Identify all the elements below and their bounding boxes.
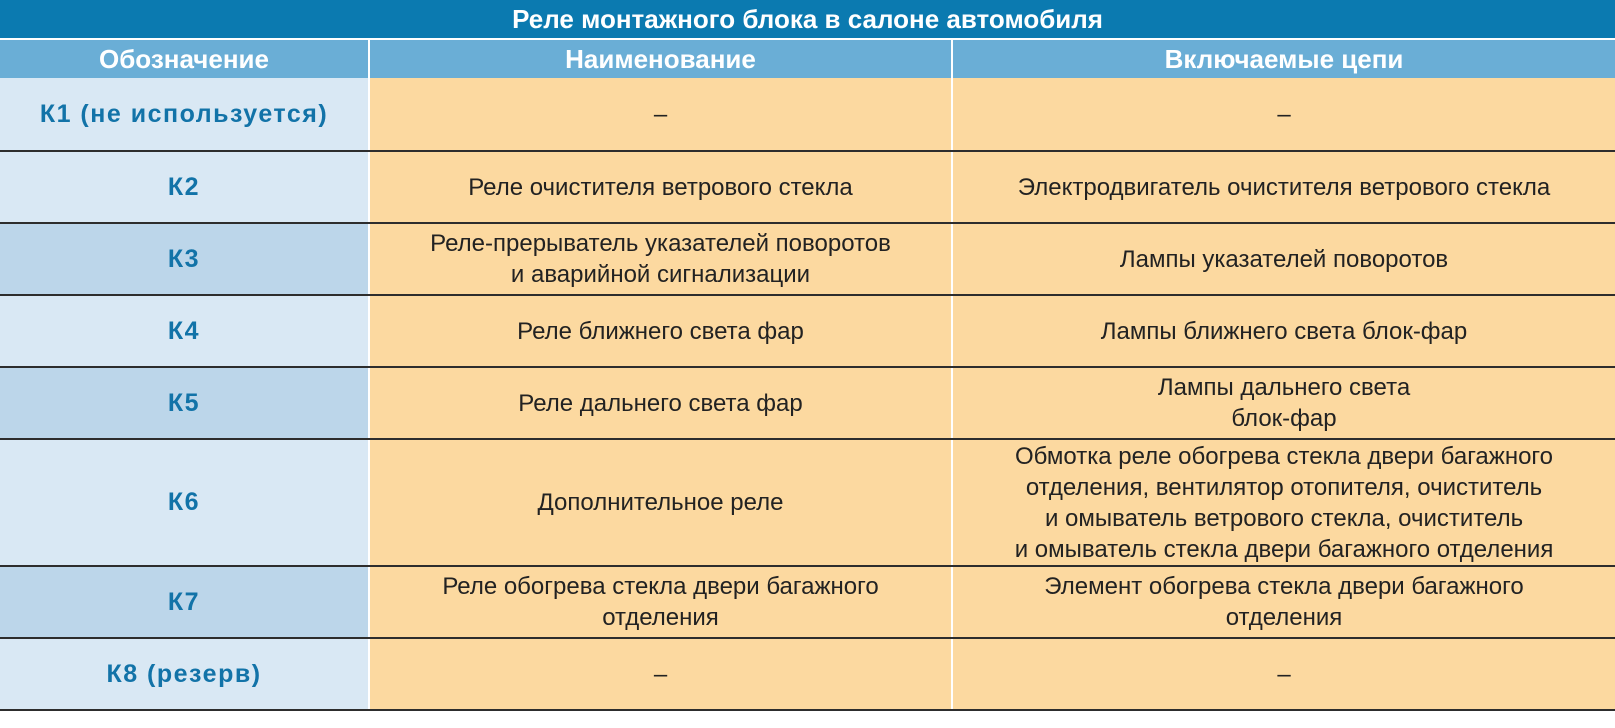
table-title: Реле монтажного блока в салоне автомобиля	[0, 0, 1615, 39]
relay-name-line: Реле очистителя ветрового стекла	[468, 173, 853, 201]
header-circuits: Включаемые цепи	[952, 39, 1615, 78]
relay-circuits-line: отделения, вентилятор отопителя, очиститель	[1025, 473, 1543, 501]
relay-name	[369, 439, 952, 566]
relay-code: К6	[0, 439, 369, 566]
table-header-row	[0, 39, 1615, 78]
relay-circuits-line: Элемент обогрева стекла двери багажного	[1044, 573, 1524, 600]
table-row	[0, 78, 1615, 151]
relay-name	[369, 78, 952, 151]
relay-circuits-line: и омыватель ветрового стекла, очиститель	[1044, 504, 1524, 532]
relay-name-line: Дополнительное реле	[537, 489, 784, 516]
relay-circuits	[952, 439, 1615, 566]
table-row	[0, 151, 1615, 223]
relay-circuits	[952, 295, 1615, 367]
relay-circuits-line: отделения	[1225, 604, 1343, 631]
relay-circuits-line: –	[1277, 660, 1291, 688]
relay-circuits	[952, 566, 1615, 638]
relay-code: К4	[0, 295, 369, 367]
relay-circuits	[952, 78, 1615, 151]
relay-circuits-line: и омыватель стекла двери багажного отделения	[1014, 535, 1554, 563]
relay-name	[369, 367, 952, 439]
relay-name	[369, 151, 952, 223]
relay-circuits-line: Электродвигатель очистителя ветрового стекла	[1017, 173, 1551, 201]
relay-circuits-line: –	[1277, 100, 1291, 128]
relay-name-line: отделения	[602, 604, 719, 631]
table-row	[0, 367, 1615, 439]
relay-code: К3	[0, 223, 369, 295]
relay-name-line: и аварийной сигнализации	[510, 261, 811, 288]
relay-circuits-line: Лампы ближнего света блок-фар	[1100, 317, 1468, 345]
relay-name	[369, 295, 952, 367]
table-row	[0, 566, 1615, 638]
relay-circuits-line: Лампы дальнего света	[1157, 374, 1411, 401]
relay-name	[369, 223, 952, 295]
relay-circuits	[952, 367, 1615, 439]
relay-name	[369, 638, 952, 710]
relay-name	[369, 566, 952, 638]
relay-name-line: Реле обогрева стекла двери багажного	[442, 573, 879, 600]
relay-code: К8 (резерв)	[0, 638, 369, 710]
relay-code: К5	[0, 367, 369, 439]
table-row	[0, 439, 1615, 566]
relay-name-line: Реле ближнего света фар	[517, 317, 804, 345]
relay-circuits	[952, 223, 1615, 295]
relay-name-line: Реле-прерыватель указателей поворотов	[430, 230, 891, 257]
relay-code: К2	[0, 151, 369, 223]
header-code: Обозначение	[0, 39, 369, 78]
relay-circuits	[952, 151, 1615, 223]
relay-circuits-line: Лампы указателей поворотов	[1119, 245, 1449, 273]
relay-name-line: Реле дальнего света фар	[518, 389, 803, 417]
relay-name-line: –	[653, 660, 668, 688]
relay-code: К7	[0, 566, 369, 638]
table-title-row	[0, 0, 1615, 39]
header-name: Наименование	[369, 39, 952, 78]
table-row	[0, 638, 1615, 710]
relay-circuits	[952, 638, 1615, 710]
relay-circuits-line: Обмотка реле обогрева стекла двери багажного	[1015, 442, 1554, 470]
relay-circuits-line: блок-фар	[1231, 405, 1337, 432]
table-row	[0, 295, 1615, 367]
relay-code: К1 (не используется)	[0, 78, 369, 151]
relay-name-line: –	[653, 100, 668, 128]
table-row	[0, 223, 1615, 295]
